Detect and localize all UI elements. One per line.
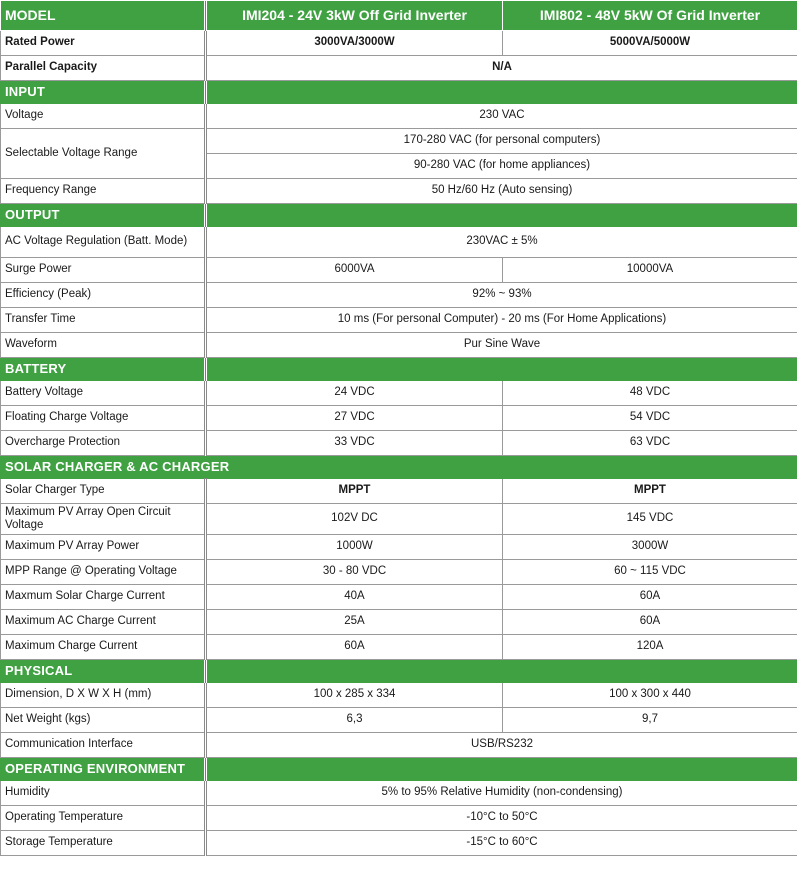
table-row [1,683,797,708]
row-value: 63 VDC [503,431,797,456]
row-value: 170-280 VAC (for personal computers) [206,129,797,154]
row-label: Battery Voltage [1,381,206,406]
section-header-solar [1,456,797,479]
section-header-input [1,81,797,104]
table-row [1,381,797,406]
row-label: Floating Charge Voltage [1,406,206,431]
row-value: 33 VDC [206,431,503,456]
row-value: 100 x 300 x 440 [503,683,797,708]
row-value: 10 ms (For personal Computer) - 20 ms (For Home Applications) [206,308,797,333]
row-value: 25A [206,610,503,635]
row-label: Operating Temperature [1,806,206,831]
section-title: INPUT [1,81,206,104]
row-value: 60A [503,585,797,610]
row-label: Maximum PV Array Open Circuit Voltage [1,504,206,535]
row-label: MPP Range @ Operating Voltage [1,560,206,585]
row-label: Selectable Voltage Range [1,129,206,179]
row-value: 230VAC ± 5% [206,227,797,258]
row-label: Dimension, D X W X H (mm) [1,683,206,708]
table-row [1,31,797,56]
row-value: 60 ~ 115 VDC [503,560,797,585]
table-row [1,504,797,535]
row-value: 60A [503,610,797,635]
row-value: 3000VA/3000W [206,31,503,56]
row-value: USB/RS232 [206,733,797,758]
row-value: 102V DC [206,504,503,535]
row-label: Overcharge Protection [1,431,206,456]
row-value: 100 x 285 x 334 [206,683,503,708]
table-row [1,733,797,758]
section-title: PHYSICAL [1,660,206,683]
row-label: Net Weight (kgs) [1,708,206,733]
row-label: Surge Power [1,258,206,283]
row-value: 48 VDC [503,381,797,406]
row-label: Solar Charger Type [1,479,206,504]
row-value: -10°C to 50°C [206,806,797,831]
row-label: AC Voltage Regulation (Batt. Mode) [1,227,206,258]
row-value: 10000VA [503,258,797,283]
row-value: 9,7 [503,708,797,733]
row-value: 30 - 80 VDC [206,560,503,585]
header-row [1,1,797,31]
table-row [1,635,797,660]
row-label: Maxmum Solar Charge Current [1,585,206,610]
row-value: 6,3 [206,708,503,733]
section-header-physical [1,660,797,683]
row-label: Parallel Capacity [1,56,206,81]
row-label: Maximum Charge Current [1,635,206,660]
row-value: 5% to 95% Relative Humidity (non-condensing) [206,781,797,806]
table-row [1,406,797,431]
table-row [1,283,797,308]
table-row [1,258,797,283]
row-value: 92% ~ 93% [206,283,797,308]
section-title: OPERATING ENVIRONMENT [1,758,206,781]
row-value: Pur Sine Wave [206,333,797,358]
row-value: 54 VDC [503,406,797,431]
row-label: Transfer Time [1,308,206,333]
row-label: Humidity [1,781,206,806]
section-title: BATTERY [1,358,206,381]
row-label: Efficiency (Peak) [1,283,206,308]
section-header-environment [1,758,797,781]
row-value: N/A [206,56,797,81]
table-row [1,708,797,733]
table-row [1,129,797,154]
row-value: 40A [206,585,503,610]
table-row [1,479,797,504]
row-value: 60A [206,635,503,660]
table-row [1,831,797,856]
table-row [1,806,797,831]
row-value: 3000W [503,535,797,560]
table-row [1,227,797,258]
table-row [1,535,797,560]
row-value: 6000VA [206,258,503,283]
table-row [1,585,797,610]
table-row [1,104,797,129]
table-row [1,179,797,204]
row-label: Rated Power [1,31,206,56]
table-row [1,431,797,456]
row-value: 230 VAC [206,104,797,129]
row-value: -15°C to 60°C [206,831,797,856]
model-header: MODEL [1,1,206,31]
model-1-header: IMI204 - 24V 3kW Off Grid Inverter [206,1,503,31]
row-value: MPPT [503,479,797,504]
row-value: 90-280 VAC (for home appliances) [206,154,797,179]
row-value: 120A [503,635,797,660]
section-header-output [1,204,797,227]
row-value: 50 Hz/60 Hz (Auto sensing) [206,179,797,204]
table-row [1,781,797,806]
section-header-battery [1,358,797,381]
row-label: Maximum PV Array Power [1,535,206,560]
row-label: Communication Interface [1,733,206,758]
row-value: 24 VDC [206,381,503,406]
model-2-header: IMI802 - 48V 5kW Of Grid Inverter [503,1,797,31]
row-label: Storage Temperature [1,831,206,856]
table-row [1,56,797,81]
table-row [1,560,797,585]
row-value: 5000VA/5000W [503,31,797,56]
row-label: Maximum AC Charge Current [1,610,206,635]
row-label: Frequency Range [1,179,206,204]
row-value: 145 VDC [503,504,797,535]
table-row [1,333,797,358]
section-title: OUTPUT [1,204,206,227]
row-label: Voltage [1,104,206,129]
row-value: 1000W [206,535,503,560]
row-value: MPPT [206,479,503,504]
section-title: SOLAR CHARGER & AC CHARGER [1,456,503,479]
table-row [1,308,797,333]
row-value: 27 VDC [206,406,503,431]
row-label: Waveform [1,333,206,358]
table-row [1,610,797,635]
